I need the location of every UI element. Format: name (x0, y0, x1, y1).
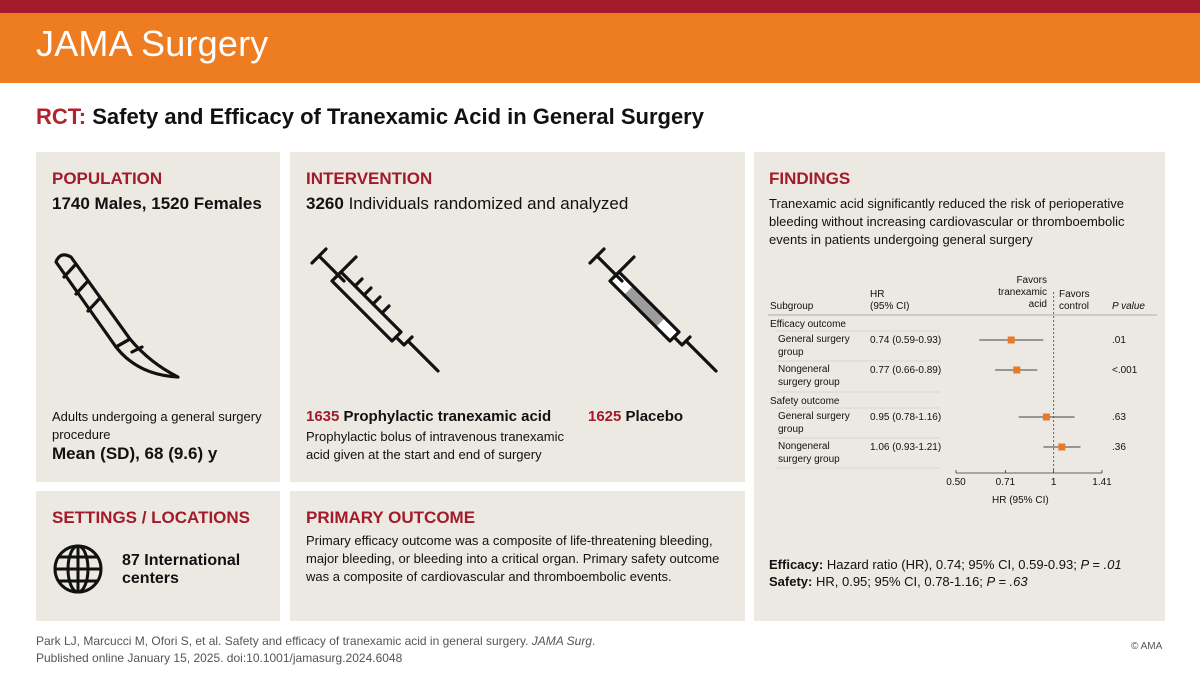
arm2-label: Placebo (625, 408, 684, 425)
journal-header (0, 13, 1200, 83)
favors-control: Favors control (1059, 289, 1090, 312)
citation-journal: JAMA Surg (531, 634, 593, 648)
arm2-title (588, 408, 683, 425)
hr-marker (1043, 414, 1050, 421)
intervention-count: 3260 (306, 194, 344, 213)
row-name: General surgery group (778, 411, 850, 435)
row-hr: 1.06 (0.93-1.21) (870, 442, 942, 453)
row-p: .01 (1112, 335, 1126, 346)
citation-line2: Published online January 15, 2025. doi:10.1001/jamasurg.2024.6048 (36, 651, 403, 665)
row-name: Nongeneral surgery group (778, 441, 840, 465)
intervention-heading: INTERVENTION (306, 169, 433, 188)
globe-icon (52, 543, 104, 595)
row-p: .63 (1112, 412, 1126, 423)
findings-panel (754, 152, 1165, 621)
population-count: 1740 Males, 1520 Females (52, 194, 262, 213)
x-tick-label: 0.50 (946, 477, 966, 488)
population-description: Adults undergoing a general surgery procedure (52, 409, 262, 442)
forest-plot (754, 152, 1165, 512)
efficacy-line (769, 557, 1122, 572)
hr-marker (1013, 367, 1020, 374)
safety-line (769, 574, 1028, 589)
row-p: <.001 (1112, 365, 1138, 376)
col-subgroup: Subgroup (770, 301, 814, 312)
efficacy-p: P = .01 (1080, 557, 1122, 572)
arm1-title (306, 408, 551, 425)
row-p: .36 (1112, 442, 1126, 453)
x-tick-label: 1.41 (1092, 477, 1112, 488)
settings-panel (36, 491, 280, 621)
journal-title: JAMA Surgery (36, 23, 269, 64)
col-hr: HR (95% CI) (870, 289, 910, 312)
row-name: General surgery group (778, 334, 850, 358)
safety-text: HR, 0.95; 95% CI, 0.78-1.16; (815, 574, 983, 589)
findings-summary: Tranexamic acid significantly reduced the risk of perioperative bleeding without increasing cardiovascular or thromboembolic events in patients undergoing general surgery (769, 196, 1125, 247)
arm1-count: 1635 (306, 408, 340, 425)
row-hr: 0.77 (0.66-0.89) (870, 365, 942, 376)
efficacy-label: Efficacy: (769, 557, 824, 572)
citation-period: . (592, 634, 596, 648)
safety-p: P = .63 (986, 574, 1028, 589)
outcome-heading: PRIMARY OUTCOME (306, 508, 476, 527)
x-axis-label: HR (95% CI) (992, 495, 1049, 506)
safety-label: Safety: (769, 574, 813, 589)
title-prefix: RCT: (36, 104, 87, 129)
title-text: Safety and Efficacy of Tranexamic Acid in General Surgery (92, 104, 704, 129)
settings-heading: SETTINGS / LOCATIONS (52, 508, 251, 527)
x-tick-label: 0.71 (995, 477, 1016, 488)
intervention-count-text: Individuals randomized and analyzed (348, 194, 629, 213)
top-strip (0, 0, 1200, 13)
scalpel-icon (46, 247, 191, 387)
hr-marker (1008, 337, 1015, 344)
row-name: Nongeneral surgery group (778, 364, 840, 388)
col-p: P value (1112, 301, 1145, 312)
hr-marker (1058, 444, 1065, 451)
copyright: © AMA (1131, 641, 1163, 652)
syringe-placebo-icon (586, 247, 721, 382)
outcome-text: Primary efficacy outcome was a composite of life-threatening bleeding, major bleeding, or bleeding into a critical organ. Primary safety outcome was a composite of cardiovascular and thromboembolic events. (306, 533, 720, 584)
row-hr: 0.74 (0.59-0.93) (870, 335, 942, 346)
group-label: Efficacy outcome (770, 319, 846, 330)
intervention-panel (290, 152, 745, 482)
population-panel (36, 152, 280, 482)
population-age: Mean (SD), 68 (9.6) y (52, 444, 218, 463)
x-tick-label: 1 (1050, 477, 1057, 488)
population-heading: POPULATION (52, 169, 163, 188)
citation-line1: Park LJ, Marcucci M, Ofori S, et al. Safety and efficacy of tranexamic acid in general surgery. (36, 634, 529, 648)
syringe-icon (308, 247, 443, 382)
findings-heading: FINDINGS (769, 169, 851, 188)
group-label: Safety outcome (770, 396, 840, 407)
page-title (36, 104, 704, 130)
arm2-count: 1625 (588, 408, 622, 425)
settings-text: 87 International centers (122, 552, 241, 587)
citation (36, 633, 595, 667)
row-hr: 0.95 (0.78-1.16) (870, 412, 942, 423)
outcome-panel (290, 491, 745, 621)
arm1-description: Prophylactic bolus of intravenous tranexamic acid given at the start and end of surgery (306, 429, 564, 462)
intervention-count-line (306, 194, 628, 214)
efficacy-text: Hazard ratio (HR), 0.74; 95% CI, 0.59-0.93; (826, 557, 1077, 572)
arm1-label: Prophylactic tranexamic acid (343, 408, 552, 425)
favors-tranexamic: Favors tranexamic acid (998, 275, 1047, 310)
